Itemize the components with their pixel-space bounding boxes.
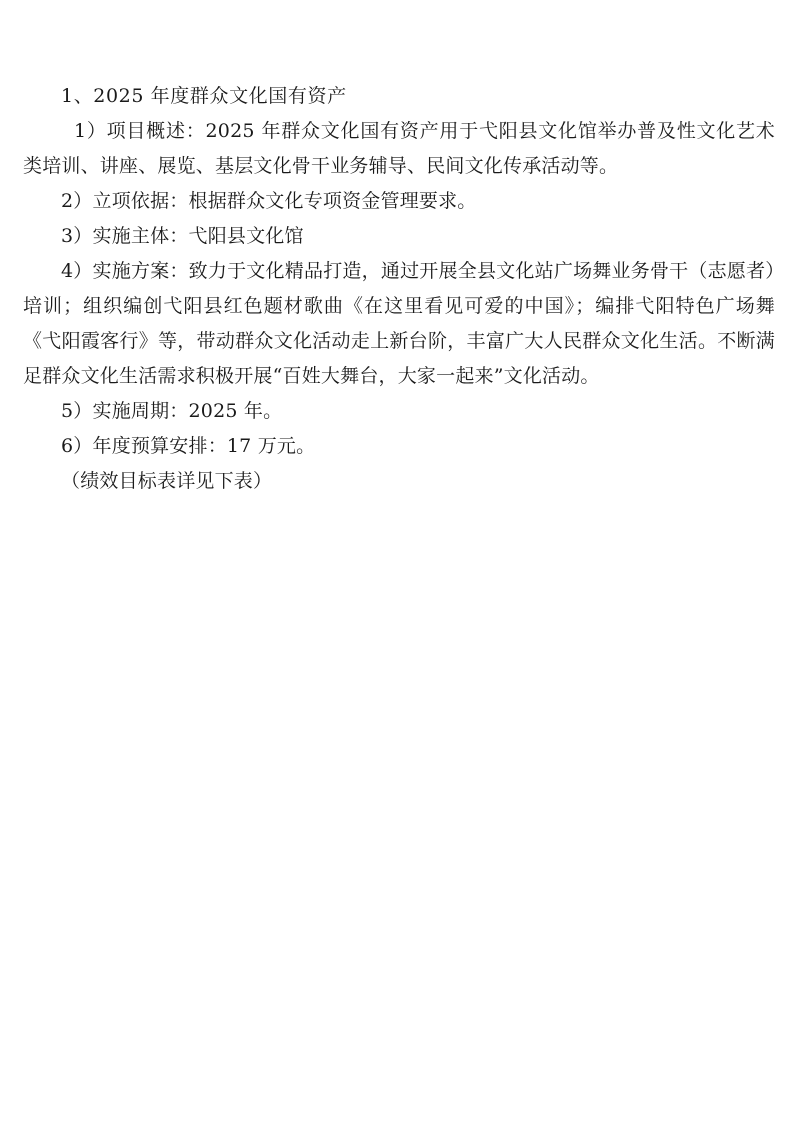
implementation-plan-paragraph: 4）实施方案：致力于文化精品打造，通过开展全县文化站广场舞业务骨干（志愿者）培训；组织编创弋阳县红色题材歌曲《在这里看见可爱的中国》；编排弋阳特色广场舞《弋阳霞客行》等，带动群众文化活动走上新台阶，丰富广大人民群众文化生活。不断满足群众文化生活需求积极开展“百姓大舞台，大家一起来”文化活动。 [23,260,775,387]
project-overview-paragraph: 1）项目概述：2025 年群众文化国有资产用于弋阳县文化馆举办普及性文化艺术类培训、讲座、展览、基层文化骨干业务辅导、民间文化传承活动等。 [23,120,775,177]
performance-table-note: （绩效目标表详见下表） [61,470,273,492]
project-basis-paragraph: 2）立项依据：根据群众文化专项资金管理要求。 [61,190,477,212]
annual-budget-paragraph: 6）年度预算安排：17 万元。 [61,435,316,457]
implementing-subject-paragraph: 3）实施主体：弋阳县文化馆 [61,225,304,247]
section-heading: 1、2025 年度群众文化国有资产 [61,85,347,107]
implementation-period-paragraph: 5）实施周期：2025 年。 [61,400,283,422]
document-body [23,79,775,499]
